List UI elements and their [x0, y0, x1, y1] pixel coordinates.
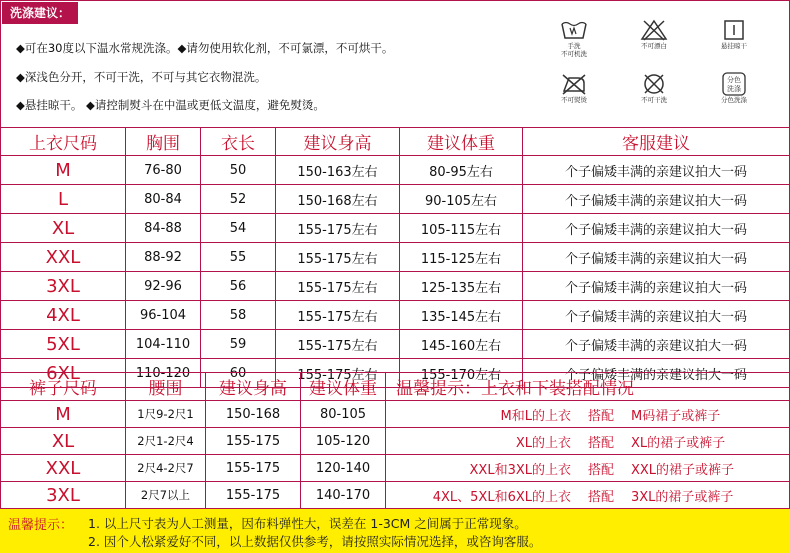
- size-cell: M: [1, 156, 126, 185]
- no-dry-clean-label: 不可干洗: [641, 96, 667, 104]
- advice-cell: 个子偏矮丰满的亲建议拍大一码: [523, 243, 790, 272]
- weight-cell: 105-115左右: [400, 214, 523, 243]
- waist-cell: 1尺9-2尺1: [126, 401, 206, 428]
- length-cell: 54: [201, 214, 276, 243]
- match-pair: 搭配: [587, 462, 614, 478]
- matching-cell: [386, 482, 790, 509]
- table-row: [1, 455, 790, 482]
- header-length: 衣长: [201, 128, 276, 156]
- height-cell: 150-163左右: [276, 156, 400, 185]
- pants-weight-cell: 105-120: [301, 428, 386, 455]
- weight-cell: 155-170左右: [400, 359, 523, 388]
- match-top: XL的上衣: [515, 435, 571, 451]
- match-bottom: XL的裙子或裤子: [631, 435, 726, 451]
- size-cell: 6XL: [1, 359, 126, 388]
- footer-notice: [0, 509, 790, 553]
- weight-cell: 145-160左右: [400, 330, 523, 359]
- chest-cell: 92-96: [126, 272, 201, 301]
- header-pants-size: 裤子尺码: [1, 373, 126, 401]
- height-cell: 155-175左右: [276, 359, 400, 388]
- table-row: [1, 330, 790, 359]
- match-top: XXL和3XL的上衣: [469, 462, 571, 478]
- care-line-1: ◆可在30度以下温水常规洗涤。◆请勿使用软化剂，不可氯漂，不可烘干。: [16, 41, 394, 55]
- pants-height-cell: 155-175: [206, 428, 301, 455]
- size-cell: L: [1, 185, 126, 214]
- no-bleach-label: 不可漂白: [641, 42, 667, 50]
- svg-text:分色: 分色: [727, 76, 741, 84]
- hand-wash-tub-icon: [548, 18, 600, 66]
- match-pair: 搭配: [587, 435, 614, 451]
- svg-text:洗涤: 洗涤: [727, 85, 741, 93]
- size-cell: 3XL: [1, 272, 126, 301]
- height-cell: 155-175左右: [276, 301, 400, 330]
- wash-separately-label: 分色洗涤: [721, 96, 747, 104]
- footer-label: 温馨提示：: [8, 518, 74, 533]
- height-cell: 155-175左右: [276, 330, 400, 359]
- table-row: [1, 243, 790, 272]
- matching-cell: [386, 428, 790, 455]
- match-top: M和L的上衣: [500, 408, 571, 424]
- pants-weight-cell: 120-140: [301, 455, 386, 482]
- care-line-2: ◆深浅色分开，不可干洗，不可与其它衣物混洗。: [16, 70, 267, 84]
- chest-cell: 96-104: [126, 301, 201, 330]
- advice-cell: 个子偏矮丰满的亲建议拍大一码: [523, 301, 790, 330]
- chest-cell: 80-84: [126, 185, 201, 214]
- chest-cell: 76-80: [126, 156, 201, 185]
- header-pants-height: 建议身高: [206, 373, 301, 401]
- chest-cell: 84-88: [126, 214, 201, 243]
- no-iron-label: 不可熨烫: [561, 96, 587, 104]
- table-row: [1, 428, 790, 455]
- height-cell: 155-175左右: [276, 243, 400, 272]
- length-cell: 55: [201, 243, 276, 272]
- match-bottom: 3XL的裙子或裤子: [631, 489, 734, 505]
- pants-height-cell: 155-175: [206, 455, 301, 482]
- header-matching-tip: 温馨提示：上衣和下装搭配情况: [386, 373, 790, 401]
- advice-cell: 个子偏矮丰满的亲建议拍大一码: [523, 272, 790, 301]
- match-pair: 搭配: [587, 408, 614, 424]
- header-advice: 客服建议: [523, 128, 790, 156]
- table-row: [1, 301, 790, 330]
- chest-cell: 110-120: [126, 359, 201, 388]
- pants-size-cell: XL: [1, 428, 126, 455]
- height-cell: 155-175左右: [276, 214, 400, 243]
- chest-cell: 88-92: [126, 243, 201, 272]
- top-size-table: [0, 127, 790, 388]
- length-cell: 60: [201, 359, 276, 388]
- care-icons: [548, 18, 774, 120]
- pants-size-cell: M: [1, 401, 126, 428]
- length-cell: 56: [201, 272, 276, 301]
- header-weight: 建议体重: [400, 128, 523, 156]
- advice-cell: 个子偏矮丰满的亲建议拍大一码: [523, 214, 790, 243]
- footer-line-1: 1. 以上尺寸表为人工测量，因布料弹性大，误差在 1-3CM 之间属于正常现象。: [88, 516, 527, 531]
- table-row: [1, 482, 790, 509]
- size-cell: XXL: [1, 243, 126, 272]
- size-cell: 4XL: [1, 301, 126, 330]
- length-cell: 59: [201, 330, 276, 359]
- length-cell: 58: [201, 301, 276, 330]
- weight-cell: 90-105左右: [400, 185, 523, 214]
- weight-cell: 80-95左右: [400, 156, 523, 185]
- match-bottom: XXL的裙子或裤子: [631, 462, 735, 478]
- no-dry-clean-icon: [628, 72, 680, 120]
- wash-separately-icon: [708, 72, 760, 120]
- weight-cell: 115-125左右: [400, 243, 523, 272]
- weight-cell: 135-145左右: [400, 301, 523, 330]
- length-cell: 52: [201, 185, 276, 214]
- advice-cell: 个子偏矮丰满的亲建议拍大一码: [523, 330, 790, 359]
- pants-weight-cell: 80-105: [301, 401, 386, 428]
- advice-cell: 个子偏矮丰满的亲建议拍大一码: [523, 359, 790, 388]
- header-top-size: 上衣尺码: [1, 128, 126, 156]
- pants-size-cell: XXL: [1, 455, 126, 482]
- pants-size-table: [0, 372, 790, 509]
- no-iron-icon: [548, 72, 600, 120]
- pants-height-cell: 155-175: [206, 482, 301, 509]
- header-pants-weight: 建议体重: [301, 373, 386, 401]
- table-row: [1, 401, 790, 428]
- chest-cell: 104-110: [126, 330, 201, 359]
- waist-cell: 2尺1-2尺4: [126, 428, 206, 455]
- advice-cell: 个子偏矮丰满的亲建议拍大一码: [523, 156, 790, 185]
- advice-cell: 个子偏矮丰满的亲建议拍大一码: [523, 185, 790, 214]
- match-pair: 搭配: [587, 489, 614, 505]
- header-height: 建议身高: [276, 128, 400, 156]
- waist-cell: 2尺4-2尺7: [126, 455, 206, 482]
- no-bleach-icon: [628, 18, 680, 66]
- matching-cell: [386, 401, 790, 428]
- height-cell: 155-175左右: [276, 272, 400, 301]
- table-row: [1, 156, 790, 185]
- header-chest: 胸围: [126, 128, 201, 156]
- height-cell: 150-168左右: [276, 185, 400, 214]
- table-row: [1, 185, 790, 214]
- size-cell: 5XL: [1, 330, 126, 359]
- pants-height-cell: 150-168: [206, 401, 301, 428]
- weight-cell: 125-135左右: [400, 272, 523, 301]
- waist-cell: 2尺7以上: [126, 482, 206, 509]
- top-table-header: [1, 128, 790, 156]
- hand-wash-label: 手洗 不可机洗: [561, 42, 587, 58]
- table-row: [1, 272, 790, 301]
- footer-line-2: 2. 因个人松紧爱好不同，以上数据仅供参考，请按照实际情况选择，或咨询客服。: [88, 534, 542, 549]
- hang-dry-label: 悬挂晾干: [721, 42, 747, 50]
- match-bottom: M码裙子或裤子: [631, 408, 721, 424]
- matching-cell: [386, 455, 790, 482]
- length-cell: 50: [201, 156, 276, 185]
- header-waist: 腰围: [126, 373, 206, 401]
- pants-table-header: [1, 373, 790, 401]
- pants-weight-cell: 140-170: [301, 482, 386, 509]
- match-top: 4XL、5XL和6XL的上衣: [432, 489, 571, 505]
- hang-dry-icon: [708, 18, 760, 66]
- care-line-3: ◆悬挂晾干。 ◆请控制熨斗在中温或更低文温度，避免熨烫。: [16, 98, 325, 112]
- care-tag: 洗涤建议：: [2, 2, 78, 24]
- table-row: [1, 214, 790, 243]
- care-section: [0, 0, 788, 126]
- pants-size-cell: 3XL: [1, 482, 126, 509]
- size-cell: XL: [1, 214, 126, 243]
